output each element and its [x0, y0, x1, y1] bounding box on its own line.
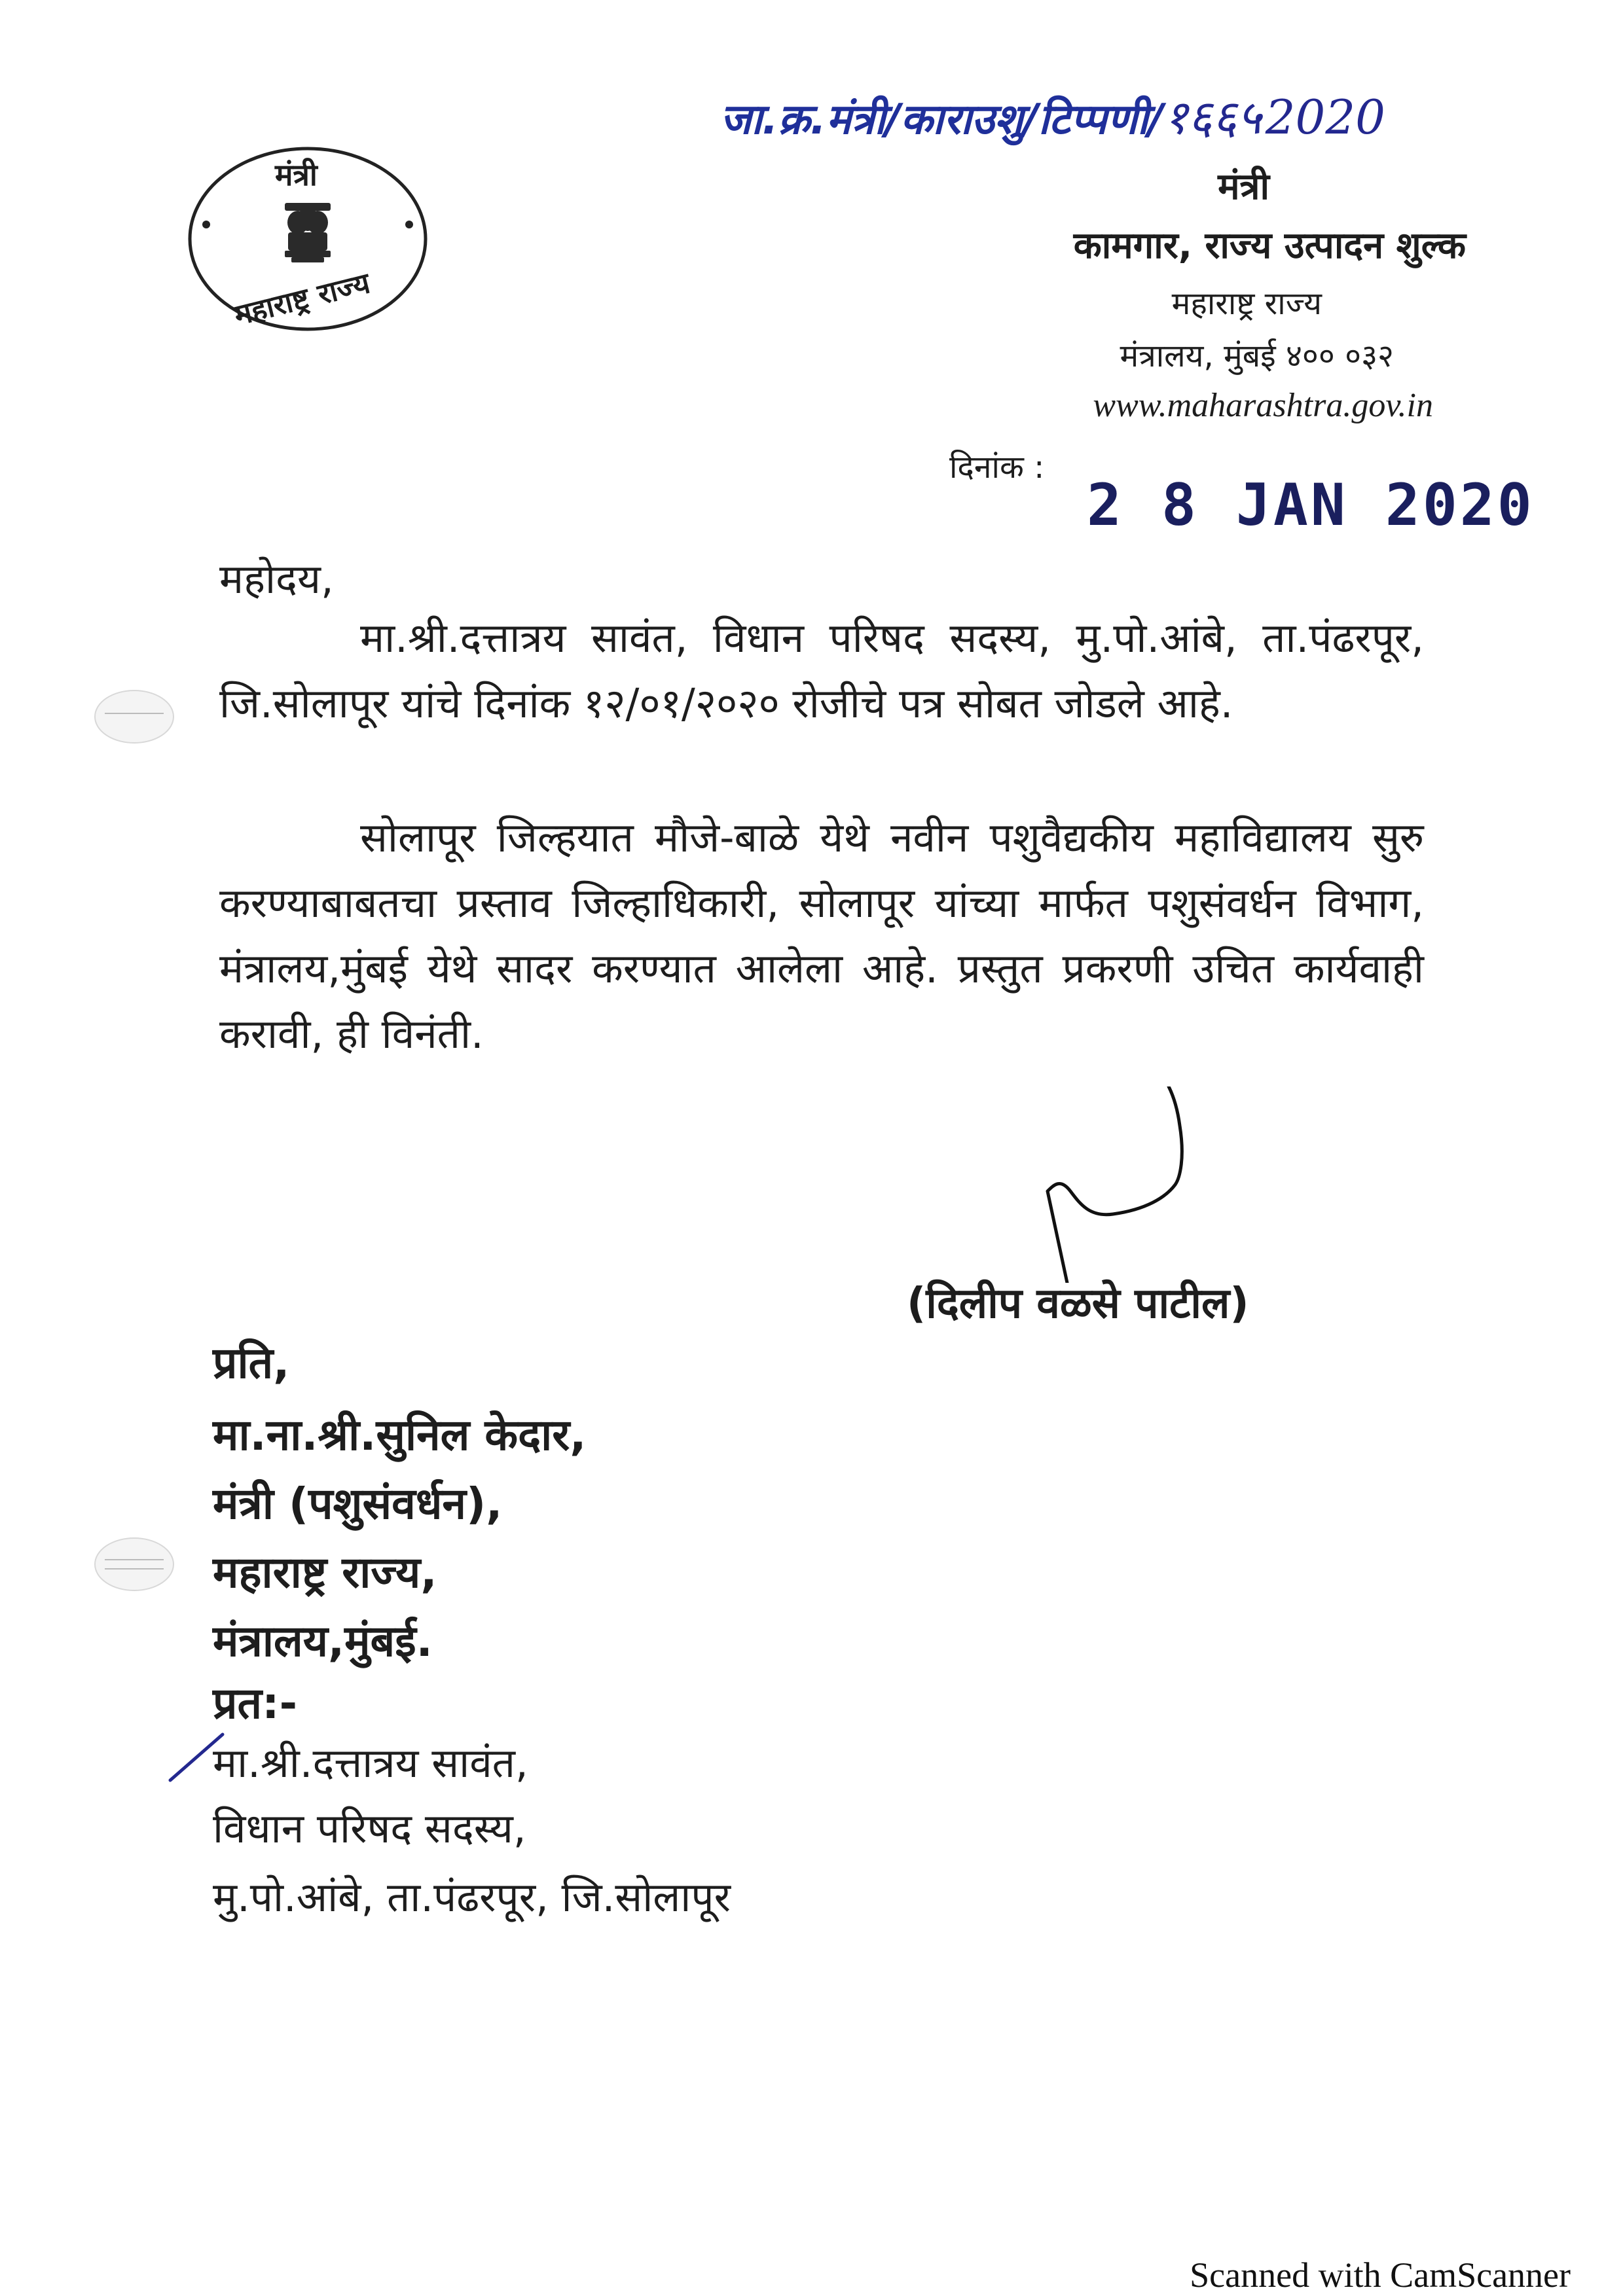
seal-bottom-text: महाराष्ट्र राज्य [230, 266, 374, 332]
recipient-line: मंत्री (पशुसंवर्धन), [213, 1479, 503, 1529]
recipient-line: मा.ना.श्री.सुनिल केदार, [213, 1410, 587, 1460]
body-paragraph-1: मा.श्री.दत्तात्रय सावंत, विधान परिषद सदस्य, मु.पो.आंबे, ता.पंढरपूर, जि.सोलापूर यांचे दिनांक १२/०१/२०२० रोजीचे पत्र सोबत जोडले आहे. [219, 614, 1424, 727]
signatory-name: (दिलीप वळसे पाटील) [907, 1280, 1249, 1328]
copy-to-line: मा.श्री.दत्तात्रय सावंत, [213, 1739, 528, 1787]
salutation: महोदय, [219, 555, 334, 603]
date-stamp: 2 8 JAN 2020 [1087, 471, 1535, 539]
letterhead-website: www.maharashtra.gov.in [1093, 387, 1433, 424]
recipient-line: मंत्रालय,मुंबई. [213, 1616, 433, 1666]
letterhead-address: मंत्रालय, मुंबई ४०० ०३२ [1120, 338, 1394, 374]
body-paragraph-2: सोलापूर जिल्हयात मौजे-बाळे येथे नवीन पशुवैद्यकीय महाविद्यालय सुरु करण्याबाबतचा प्रस्ताव जिल्हाधिकारी, सोलापूर यांच्या मार्फत पशुसंवर्धन विभाग, मंत्रालय,मुंबई येथे सादर करण्यात आलेला आहे. प्रस्तुत प्रकरणी उचित कार्यवाही करावी, ही विनंती. [219, 814, 1424, 1058]
scanner-watermark: Scanned with CamScanner [1190, 2255, 1571, 2295]
recipient-label: प्रति, [213, 1338, 290, 1388]
copy-to-line: मु.पो.आंबे, ता.पंढरपूर, जि.सोलापूर [213, 1873, 731, 1921]
emblem-icon [285, 203, 331, 262]
reference-year: 2020 [1265, 90, 1385, 145]
date-label: दिनांक : [949, 449, 1045, 486]
reference-number [720, 84, 1385, 148]
punch-hole-icon [92, 687, 177, 746]
reference-handwritten: १६६५ [1163, 90, 1262, 145]
punch-hole-icon [92, 1535, 177, 1594]
signature-graphic [1008, 1086, 1231, 1283]
letterhead-department: कामगार, राज्य उत्पादन शुल्क [1073, 224, 1466, 267]
recipient-line: महाराष्ट्र राज्य, [213, 1547, 437, 1598]
copy-to-label: प्रत:- [213, 1678, 297, 1729]
letterhead-state: महाराष्ट्र राज्य [1171, 285, 1322, 322]
letterhead-title: मंत्री [1218, 166, 1269, 208]
seal-top-text: मंत्री [275, 157, 318, 192]
copy-to-line: विधान परिषद सदस्य, [213, 1804, 526, 1852]
ministry-seal [180, 141, 435, 337]
reference-printed: जा.क्र.मंत्री/काराउशु/टिप्पणी/ [720, 96, 1163, 144]
